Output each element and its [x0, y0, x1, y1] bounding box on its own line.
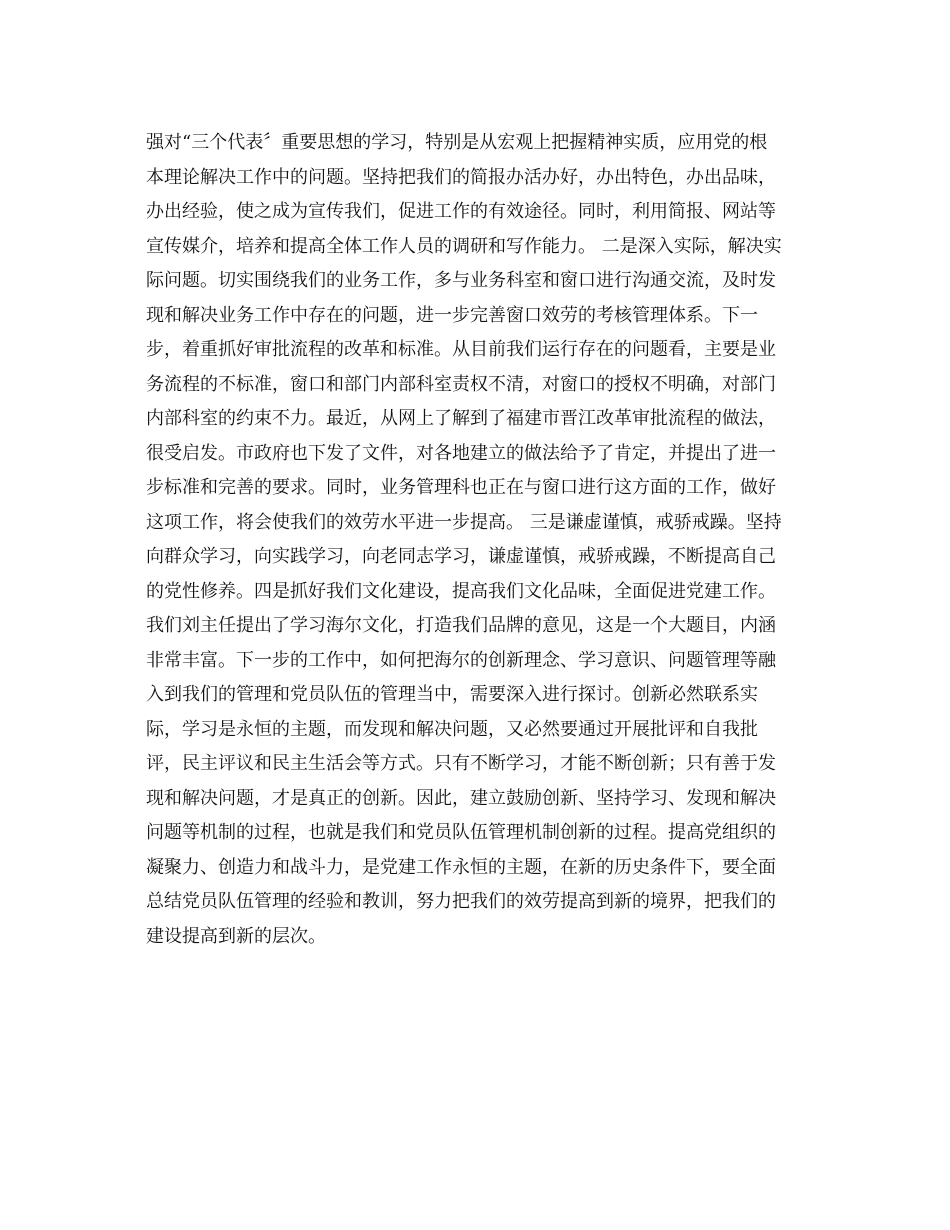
text-line: 总结党员队伍管理的经验和教训，努力把我们的效劳提高到新的境界，把我们的	[146, 891, 776, 912]
text-line: 问题等机制的过程，也就是我们和党员队伍管理机制创新的过程。提高党组织的	[146, 822, 776, 843]
text-line: 我们刘主任提出了学习海尔文化，打造我们品牌的意见，这是一个大题目，内涵	[146, 615, 776, 636]
text-line: 务流程的不标准，窗口和部门内部科室责权不清，对窗口的授权不明确，对部门	[146, 373, 776, 395]
text-line: 内部科室的约束不力。最近，从网上了解到了福建市晋江改革审批流程的做法，	[146, 408, 776, 429]
text-line: 现和解决问题，才是真正的创新。因此，建立鼓励创新、坚持学习、发现和解决	[146, 787, 776, 809]
text-line: 入到我们的管理和党员队伍的管理当中，需要深入进行探讨。创新必然联系实	[146, 684, 758, 705]
text-line: 办出经验，使之成为宣传我们，促进工作的有效途径。同时，利用简报、网站等	[146, 201, 776, 222]
text-line: 现和解决业务工作中存在的问题，进一步完善窗口效劳的考核管理体系。下一	[146, 304, 758, 326]
text-line: 步，着重抓好审批流程的改革和标准。从目前我们运行存在的问题看，主要是业	[146, 339, 776, 360]
text-line: 本理论解决工作中的问题。坚持把我们的简报办活办好，办出特色，办出品味，	[146, 166, 776, 188]
text-line: 强对“三个代表〞重要思想的学习，特别是从宏观上把握精神实质，应用党的根	[146, 132, 768, 153]
text-line: 际，学习是永恒的主题，而发现和解决问题，又必然要通过开展批评和自我批	[146, 718, 758, 740]
text-line: 的党性修养。四是抓好我们文化建设，提高我们文化品味，全面促进党建工作。	[146, 580, 776, 602]
text-line: 很受启发。市政府也下发了文件，对各地建立的做法给予了肯定，并提出了进一	[146, 442, 776, 464]
text-line: 非常丰富。下一步的工作中，如何把海尔的创新理念、学习意识、问题管理等融	[146, 649, 776, 671]
body-paragraph	[146, 126, 816, 954]
text-line: 这项工作，将会使我们的效劳水平进一步提高。 三是谦虚谨慎，戒骄戒躁。坚持	[146, 511, 782, 533]
text-line: 向群众学习，向实践学习，向老同志学习，谦虚谨慎，戒骄戒躁，不断提高自己	[146, 546, 776, 567]
text-line: 际问题。切实围绕我们的业务工作，多与业务科室和窗口进行沟通交流，及时发	[146, 270, 776, 291]
text-line: 宣传媒介，培养和提高全体工作人员的调研和写作能力。 二是深入实际，解决实	[146, 235, 782, 257]
text-line: 评，民主评议和民主生活会等方式。只有不断学习，才能不断创新；只有善于发	[146, 753, 776, 774]
text-line: 步标准和完善的要求。同时，业务管理科也正在与窗口进行这方面的工作，做好	[146, 477, 776, 498]
text-line: 凝聚力、创造力和战斗力，是党建工作永恒的主题，在新的历史条件下，要全面	[146, 856, 776, 878]
text-line: 建设提高到新的层次。	[146, 925, 326, 947]
